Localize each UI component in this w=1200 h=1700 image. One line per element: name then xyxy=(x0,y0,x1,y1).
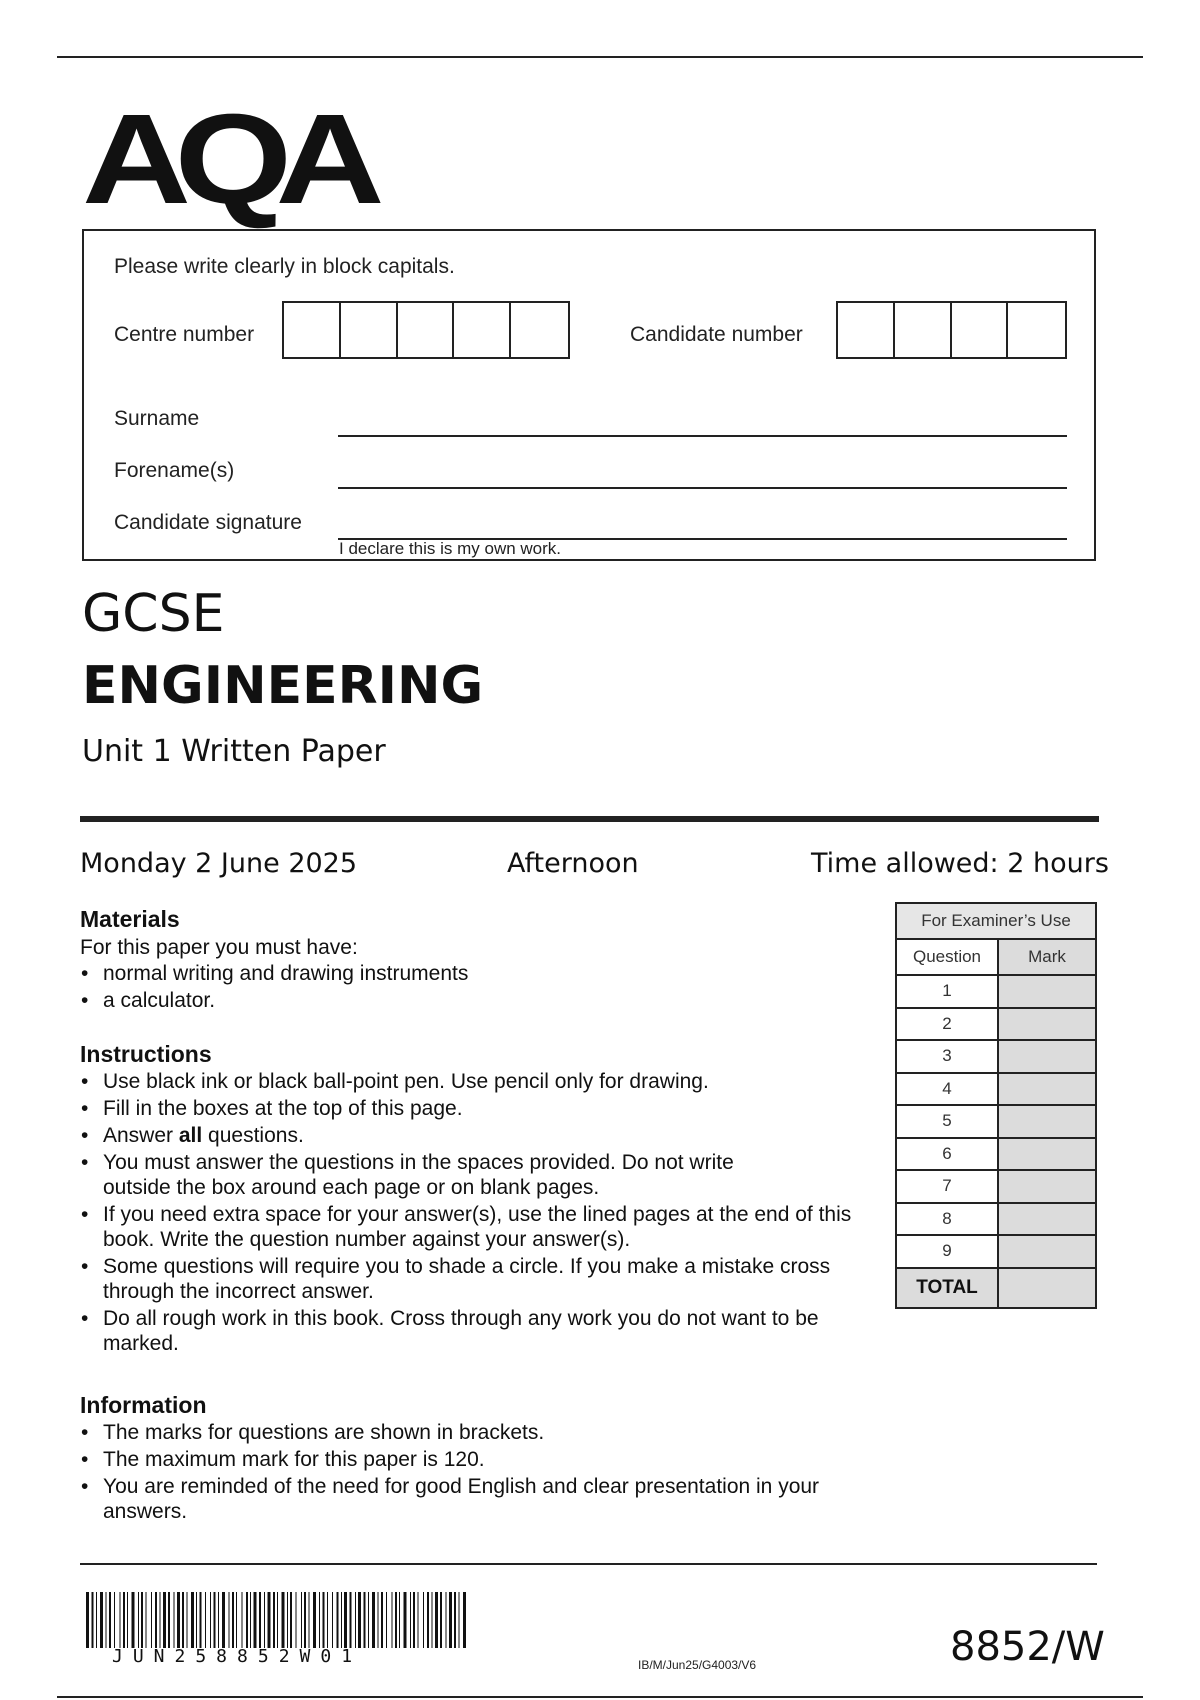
barcode-bar xyxy=(259,1592,261,1648)
mark-cell xyxy=(998,1105,1096,1138)
barcode-bar xyxy=(123,1592,125,1648)
question-column-header: Question xyxy=(896,939,998,975)
barcode-bar xyxy=(435,1592,438,1648)
materials-item: • normal writing and drawing instruments xyxy=(80,961,870,986)
barcode-bar xyxy=(246,1592,248,1648)
examiner-use-table xyxy=(895,902,1097,1309)
question-number: 1 xyxy=(896,975,998,1008)
mark-cell xyxy=(998,1170,1096,1203)
barcode-bar xyxy=(313,1592,316,1648)
question-number: 3 xyxy=(896,1040,998,1073)
barcode-bar xyxy=(163,1592,166,1648)
barcode-bar xyxy=(332,1592,333,1648)
information-heading: Information xyxy=(80,1392,207,1418)
barcode-bar xyxy=(392,1592,393,1648)
barcode-bar xyxy=(381,1592,383,1648)
barcode-bar xyxy=(92,1592,94,1648)
bottom-rule xyxy=(57,1696,1143,1698)
barcode-bar xyxy=(404,1592,407,1648)
question-number: 9 xyxy=(896,1235,998,1268)
barcode-bar xyxy=(86,1592,89,1648)
barcode-bar xyxy=(155,1592,157,1648)
barcode-bar xyxy=(242,1592,243,1648)
barcode-bar xyxy=(127,1592,128,1648)
barcode-bar xyxy=(304,1592,306,1648)
barcode-bar xyxy=(191,1592,194,1648)
barcode-bar xyxy=(96,1592,97,1648)
barcode-bar xyxy=(160,1592,161,1648)
barcode-bar xyxy=(327,1592,328,1648)
barcode xyxy=(86,1592,468,1648)
question-number: 8 xyxy=(896,1203,998,1236)
paper-code: 8852/W xyxy=(950,1624,1105,1670)
barcode-bar xyxy=(168,1592,170,1648)
barcode-bar xyxy=(277,1592,278,1648)
mark-cell xyxy=(998,1008,1096,1041)
barcode-bar xyxy=(323,1592,325,1648)
barcode-bar xyxy=(132,1592,135,1648)
information-item: • You are reminded of the need for good English and clear presentation in your answers. xyxy=(80,1474,870,1524)
barcode-bar xyxy=(350,1592,352,1648)
mark-cell xyxy=(998,1235,1096,1268)
barcode-bar xyxy=(358,1592,361,1648)
barcode-bar xyxy=(290,1592,292,1648)
barcode-bar xyxy=(418,1592,419,1648)
barcode-bar xyxy=(344,1592,347,1648)
barcode-bar xyxy=(141,1592,143,1648)
barcode-bar xyxy=(187,1592,188,1648)
barcode-bar xyxy=(372,1592,375,1648)
information-section xyxy=(80,1392,870,1526)
question-number: 6 xyxy=(896,1138,998,1171)
instructions-section xyxy=(80,1041,880,1358)
barcode-bar xyxy=(432,1592,433,1648)
document-reference: IB/M/Jun25/G4003/V6 xyxy=(638,1658,757,1672)
barcode-bar xyxy=(319,1592,320,1648)
materials-item: • a calculator. xyxy=(80,988,870,1013)
declaration-text: I declare this is my own work. xyxy=(339,539,562,558)
mark-cell xyxy=(998,1203,1096,1236)
barcode-bar xyxy=(229,1592,230,1648)
barcode-text: JUN258852W01 xyxy=(112,1646,363,1667)
candidate-number-boxes[interactable] xyxy=(836,301,1067,359)
centre-number-label: Centre number xyxy=(114,323,255,346)
information-item: • The maximum mark for this paper is 120. xyxy=(80,1447,870,1472)
barcode-bar xyxy=(232,1592,234,1648)
barcode-bar xyxy=(100,1592,103,1648)
barcode-bar xyxy=(449,1592,452,1648)
barcode-bar xyxy=(138,1592,139,1648)
barcode-bar xyxy=(177,1592,180,1648)
question-number: 7 xyxy=(896,1170,998,1203)
instruction-item: • You must answer the questions in the spaces provided. Do not write outside the box around each page or on blank pages. xyxy=(80,1150,773,1200)
examiner-use-heading: For Examiner’s Use xyxy=(896,903,1096,939)
barcode-bar xyxy=(182,1592,184,1648)
barcode-bar xyxy=(214,1592,216,1648)
barcode-bar xyxy=(446,1592,447,1648)
barcode-bar xyxy=(106,1592,107,1648)
information-item: • The marks for questions are shown in brackets. xyxy=(80,1420,870,1445)
barcode-bar xyxy=(205,1592,206,1648)
instructions-heading: Instructions xyxy=(80,1041,212,1067)
instruction-item: • Use black ink or black ball-point pen. Use pencil only for drawing. xyxy=(80,1069,880,1094)
barcode-bar xyxy=(399,1592,400,1648)
barcode-bar xyxy=(174,1592,175,1648)
instruction-item: • If you need extra space for your answer(s), use the lined pages at the end of this book. Write the question number against your answer(s). xyxy=(80,1202,883,1252)
mark-cell xyxy=(998,1040,1096,1073)
barcode-bar xyxy=(146,1592,147,1648)
barcode-bar xyxy=(200,1592,202,1648)
surname-field[interactable] xyxy=(338,435,1067,437)
barcode-bar xyxy=(423,1592,424,1648)
candidate-number-label: Candidate number xyxy=(630,323,803,346)
materials-section xyxy=(80,906,870,1015)
mark-cell xyxy=(998,1138,1096,1171)
barcode-bar xyxy=(254,1592,257,1648)
barcode-bar xyxy=(196,1592,197,1648)
instruction-item: • Answer all questions. xyxy=(80,1123,880,1148)
barcode-bar xyxy=(120,1592,121,1648)
top-rule xyxy=(57,56,1143,58)
question-number: 2 xyxy=(896,1008,998,1041)
instruction-item: • Fill in the boxes at the top of this page. xyxy=(80,1096,880,1121)
barcode-bar xyxy=(151,1592,152,1648)
materials-intro: For this paper you must have: xyxy=(80,936,358,959)
materials-heading: Materials xyxy=(80,906,180,932)
barcode-bar xyxy=(282,1592,285,1648)
barcode-bar xyxy=(309,1592,310,1648)
barcode-bar xyxy=(459,1592,460,1648)
barcode-bar xyxy=(273,1592,275,1648)
heading-rule xyxy=(80,816,1099,822)
instruction-item: • Do all rough work in this book. Cross through any work you do not want to be marked. xyxy=(80,1306,893,1356)
barcode-bar xyxy=(218,1592,219,1648)
mark-column-header: Mark xyxy=(998,939,1096,975)
barcode-bar xyxy=(337,1592,339,1648)
footer-rule xyxy=(80,1563,1097,1565)
qualification-title: GCSE xyxy=(82,584,225,644)
barcode-bar xyxy=(364,1592,366,1648)
time-allowed: Time allowed: 2 hours xyxy=(811,848,1109,879)
block-capitals-instruction: Please write clearly in block capitals. xyxy=(114,255,455,278)
question-number: 4 xyxy=(896,1073,998,1106)
barcode-bar xyxy=(236,1592,237,1648)
paper-title: Unit 1 Written Paper xyxy=(82,734,386,769)
barcode-bar xyxy=(222,1592,225,1648)
candidate-details-box xyxy=(82,229,1096,561)
barcode-bar xyxy=(355,1592,356,1648)
barcode-bar xyxy=(386,1592,387,1648)
exam-date: Monday 2 June 2025 xyxy=(80,848,358,879)
barcode-bar xyxy=(463,1592,466,1648)
barcode-bar xyxy=(301,1592,302,1648)
barcode-bar xyxy=(109,1592,111,1648)
barcode-bar xyxy=(410,1592,411,1648)
barcode-bar xyxy=(114,1592,115,1648)
barcode-bar xyxy=(440,1592,442,1648)
barcode-bar xyxy=(413,1592,415,1648)
barcode-bar xyxy=(250,1592,251,1648)
exam-session: Afternoon xyxy=(507,848,639,879)
centre-number-boxes[interactable] xyxy=(282,301,570,359)
barcode-bar xyxy=(210,1592,211,1648)
barcode-bar xyxy=(268,1592,271,1648)
mark-cell xyxy=(998,975,1096,1008)
forenames-label: Forename(s) xyxy=(114,459,235,482)
barcode-bar xyxy=(378,1592,379,1648)
barcode-bar xyxy=(395,1592,397,1648)
barcode-bar xyxy=(368,1592,369,1648)
signature-label: Candidate signature xyxy=(114,511,302,534)
aqa-logo: AQA xyxy=(82,88,369,231)
total-mark-cell xyxy=(998,1268,1096,1308)
instruction-item: • Some questions will require you to shade a circle. If you make a mistake cross through the incorrect answer. xyxy=(80,1254,843,1304)
mark-cell xyxy=(998,1073,1096,1106)
question-number: 5 xyxy=(896,1105,998,1138)
barcode-bar xyxy=(341,1592,342,1648)
barcode-bar xyxy=(287,1592,288,1648)
subject-title: ENGINEERING xyxy=(82,656,484,716)
surname-label: Surname xyxy=(114,407,200,430)
forenames-field[interactable] xyxy=(338,487,1067,489)
barcode-bar xyxy=(427,1592,429,1648)
barcode-bar xyxy=(296,1592,297,1648)
barcode-bar xyxy=(264,1592,265,1648)
barcode-bar xyxy=(454,1592,456,1648)
total-label: TOTAL xyxy=(896,1268,998,1308)
